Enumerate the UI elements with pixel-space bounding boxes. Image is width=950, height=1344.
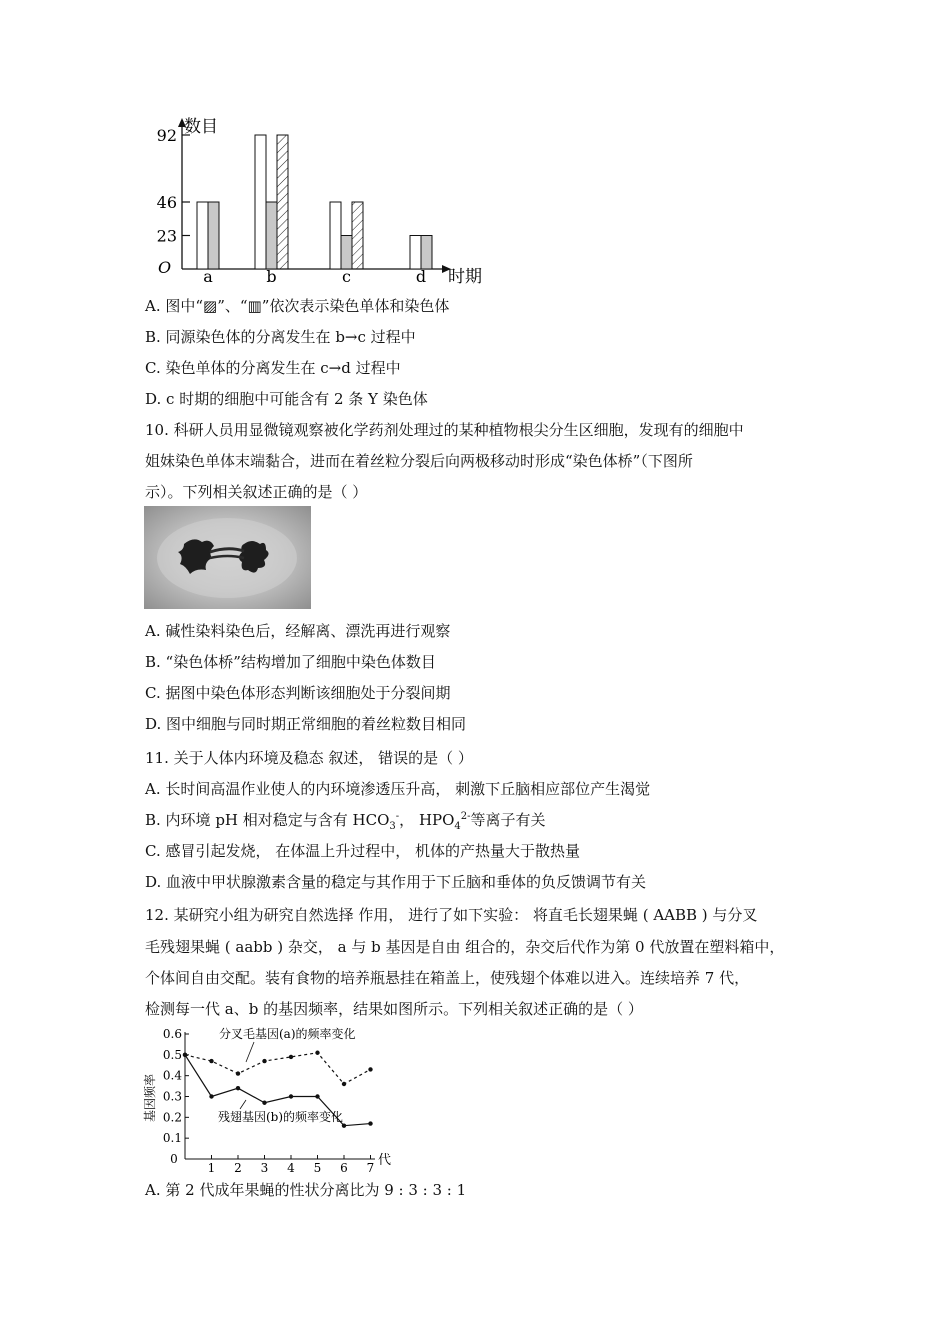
bar-y-tick-label: 46 [156, 193, 177, 212]
line-x-label: 代 [378, 1153, 392, 1168]
line-x-tick-label: 3 [260, 1161, 269, 1172]
series-0-point [342, 1082, 346, 1086]
bar-chart [150, 110, 500, 285]
line-y-tick-label: 0.2 [162, 1110, 182, 1125]
bar-d-white [410, 236, 421, 270]
q11-option-c: C. 感冒引起发烧， 在体温上升过程中， 机体的产热量大于散热量 [145, 842, 581, 860]
bar-y-axis [178, 118, 186, 269]
series-0-point [289, 1055, 293, 1059]
line-y-label: 基因频率 [143, 1073, 157, 1122]
line-x-tick-label: 7 [366, 1161, 375, 1172]
series-1-point [289, 1094, 293, 1098]
q10-option-b: B. “染色体桥”结构增加了细胞中染色体数目 [145, 653, 436, 671]
series-0-point [315, 1051, 319, 1055]
q11-option-b-sup-2: 2- [460, 811, 471, 822]
series-0-point [236, 1071, 240, 1075]
bar-y-tick-label: 23 [156, 226, 177, 246]
series-a-label: 分叉毛基因(a)的频率变化 [219, 1027, 356, 1041]
series-1-point [315, 1094, 319, 1098]
bar-category-label: d [415, 267, 427, 285]
series-0-point [368, 1067, 372, 1071]
series-1-point [262, 1101, 266, 1105]
series-a-leader [246, 1042, 254, 1062]
q11-option-b [145, 810, 546, 833]
bar-b-hatched [277, 135, 288, 269]
series-b-label: 残翅基因(b)的频率变化 [218, 1110, 344, 1124]
bar-c-white [330, 202, 341, 269]
chromosome-bridge-image [144, 506, 311, 609]
chromosome-bridge-micrograph [144, 506, 311, 609]
q11-option-b-text-3: 等离子有关 [470, 811, 546, 829]
line-y-tick-label: 0.3 [162, 1089, 182, 1104]
q12-option-a: A. 第 2 代成年果蝇的性状分离比为 9 : 3 : 3 : 1 [145, 1181, 467, 1199]
bar-category-label: a [203, 267, 213, 285]
series-1-point [209, 1094, 213, 1098]
line-y-tick-label: 0 [170, 1152, 178, 1166]
series-1-point [183, 1053, 187, 1057]
series-0-line [185, 1053, 371, 1084]
q11-option-b-sub-1: 3 [389, 821, 396, 832]
line-x-tick-label: 1 [207, 1161, 216, 1172]
series-b-leader [240, 1100, 246, 1109]
q10-stem-line-3: 示）。下列相关叙述正确的是（ ） [145, 483, 368, 501]
q9-option-b: B. 同源染色体的分离发生在 b→c 过程中 [145, 328, 416, 346]
q11-option-b-text-1: B. 内环境 pH 相对稳定与含有 HCO [145, 811, 390, 829]
q10-stem-line-2: 姐妹染色单体末端黏合，进而在着丝粒分裂后向两极移动时形成“染色体桥”（下图所 [145, 452, 693, 470]
bar-a-white [197, 202, 208, 269]
bar-a-gray [208, 202, 219, 269]
bar-y-label: 数目 [184, 117, 218, 137]
q12-stem-line-2: 毛残翅果蝇 ( aabb ) 杂交， a 与 b 基因是自由 组合的，杂交后代作为第 0 代放置在塑料箱中， [145, 938, 785, 956]
line-x-tick-label: 2 [234, 1161, 242, 1172]
bar-d-gray [421, 236, 432, 270]
bar-y-tick-label: 92 [156, 126, 177, 145]
q11-option-b-sup-1: - [395, 811, 400, 822]
series-0-point [262, 1059, 266, 1063]
q12-stem-line-4: 检测每一代 a、b 的基因频率，结果如图所示。下列相关叙述正确的是（ ） [145, 1000, 643, 1018]
q11-stem: 11. 关于人体内环境及稳态 叙述， 错误的是（ ） [145, 749, 473, 767]
bar-category-label: b [266, 267, 277, 285]
q11-option-d: D. 血液中甲状腺激素含量的稳定与其作用于下丘脑和垂体的负反馈调节有关 [145, 873, 647, 891]
q9-option-c: C. 染色单体的分离发生在 c→d 过程中 [145, 359, 401, 377]
q12-stem-line-3: 个体间自由交配。装有食物的培养瓶悬挂在箱盖上，使残翅个体难以进入。连续培养 7 代， [145, 969, 750, 987]
bar-c-hatched [352, 202, 363, 269]
q11-option-a: A. 长时间高温作业使人的内环境渗透压升高， 刺激下丘脑相应部位产生渴觉 [145, 780, 651, 798]
q11-option-b-text-2: ， HPO [399, 811, 455, 829]
line-x-tick-label: 5 [313, 1161, 322, 1172]
bar-c-gray [341, 236, 352, 270]
q10-option-a: A. 碱性染料染色后，经解离、漂洗再进行观察 [145, 622, 451, 640]
q11-option-b-sub-2: 4 [454, 821, 461, 832]
q9-option-d: D. c 时期的细胞中可能含有 2 条 Y 染色体 [145, 390, 428, 408]
bar-b-white [255, 135, 266, 269]
series-1-point [368, 1121, 372, 1125]
line-y-tick-label: 0.5 [162, 1047, 182, 1062]
q10-option-d: D. 图中细胞与同时期正常细胞的着丝粒数目相同 [145, 715, 467, 733]
line-y-tick-label: 0.6 [162, 1027, 182, 1041]
line-x-tick-label: 4 [287, 1161, 295, 1172]
series-0-point [209, 1059, 213, 1063]
bar-x-label: 时期 [448, 267, 482, 285]
line-y-tick-label: 0.1 [162, 1131, 182, 1146]
bar-category-label: c [342, 267, 351, 285]
series-1-point [342, 1123, 346, 1127]
line-x-tick-label: 6 [340, 1161, 348, 1172]
q10-option-c: C. 据图中染色体形态判断该细胞处于分裂间期 [145, 684, 451, 702]
line-y-tick-label: 0.4 [162, 1068, 182, 1083]
q9-option-a: A. 图中“▨”、“▥”依次表示染色单体和染色体 [145, 297, 450, 315]
bar-origin-label: O [158, 258, 172, 277]
bar-b-gray [266, 202, 277, 269]
line-chart [140, 1022, 410, 1172]
series-1-point [236, 1086, 240, 1090]
q10-stem-line-1: 10. 科研人员用显微镜观察被化学药剂处理过的某种植物根尖分生区细胞，发现有的细胞中 [145, 421, 744, 439]
q12-stem-line-1: 12. 某研究小组为研究自然选择 作用， 进行了如下实验： 将直毛长翅果蝇 ( AABB ) 与分叉 [145, 906, 758, 924]
